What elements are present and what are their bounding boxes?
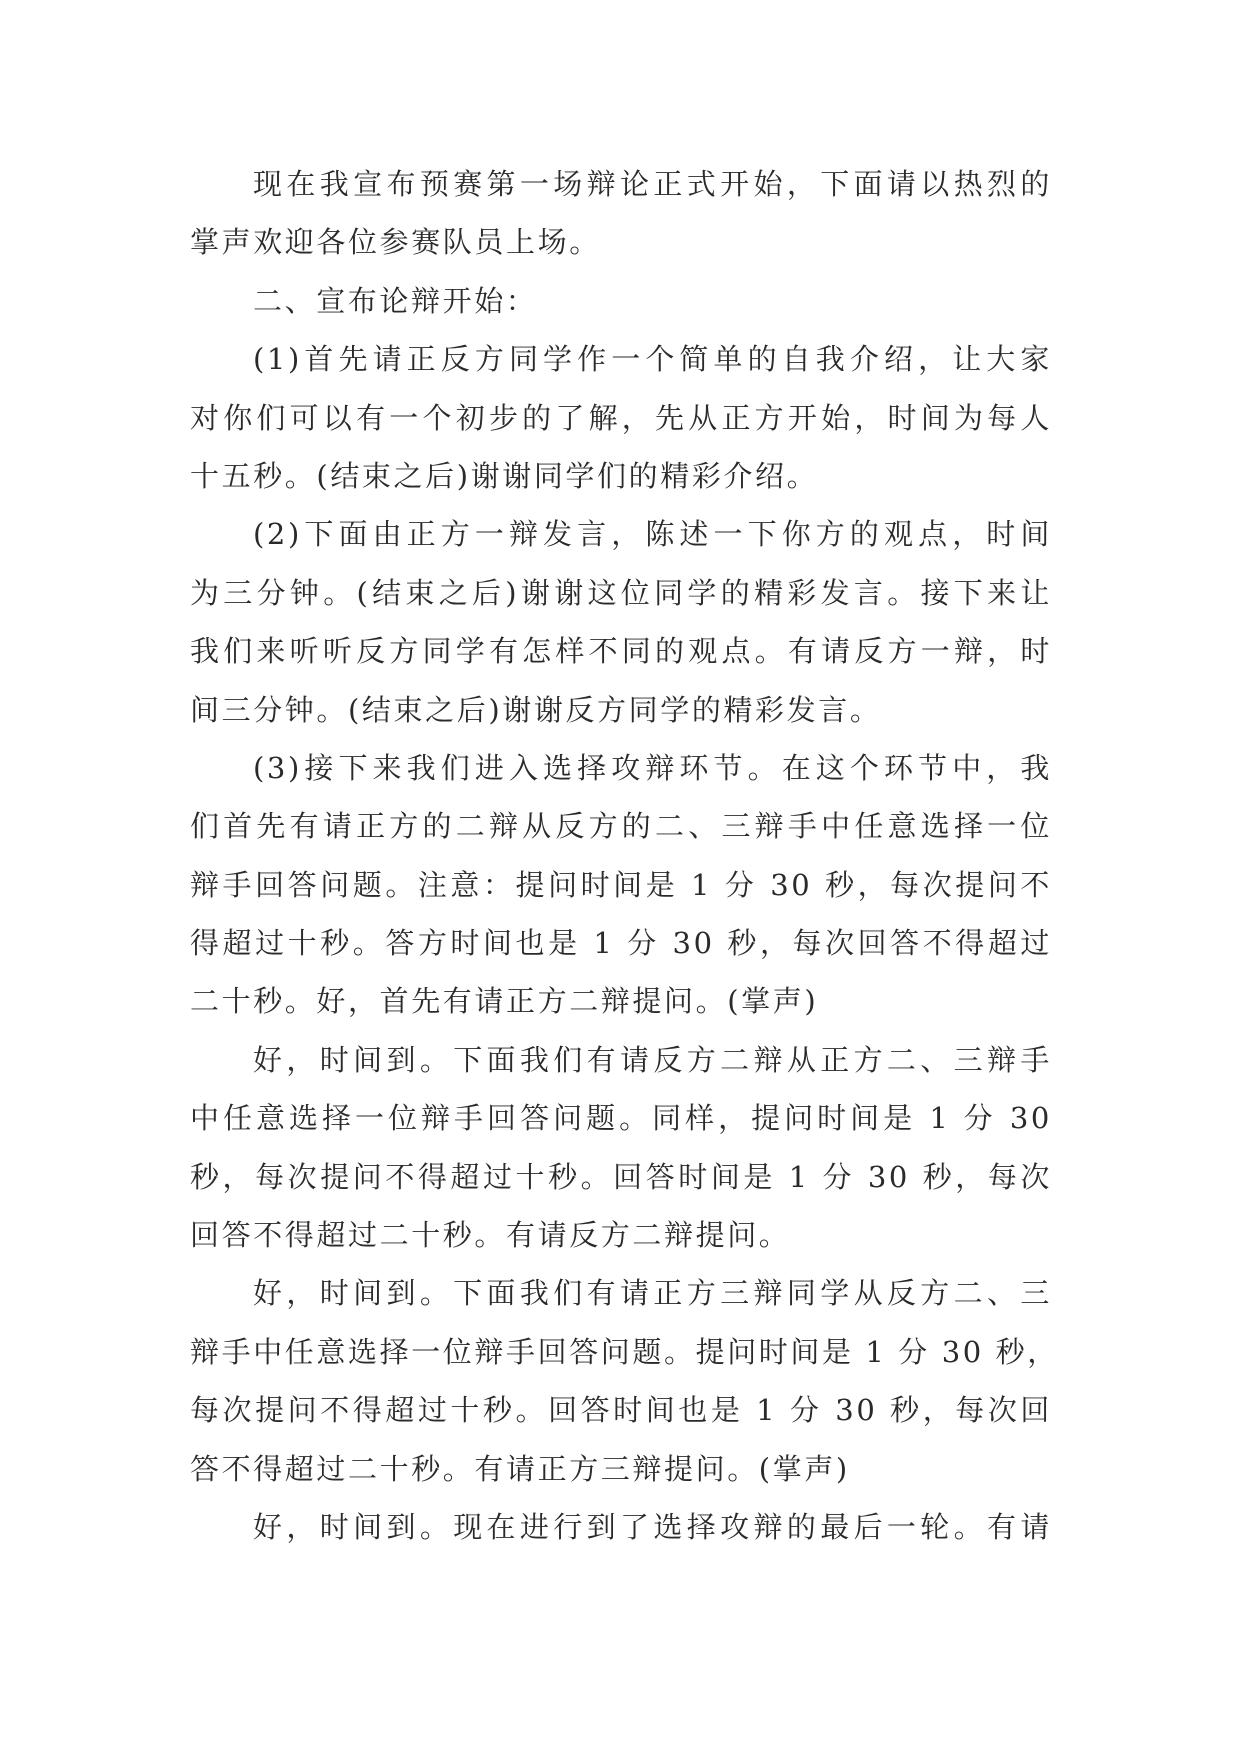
text-line: 我们来听听反方同学有怎样不同的观点。有请反方一辩，时 bbox=[190, 634, 1052, 669]
text-line: 中任意选择一位辩手回答问题。同样，提问时间是 1 分 30 bbox=[190, 1101, 1052, 1136]
text-line: 答不得超过二十秒。有请正方三辩提问。(掌声) bbox=[190, 1451, 850, 1486]
text-line: (1)首先请正反方同学作一个简单的自我介绍，让大家 bbox=[253, 342, 1052, 377]
text-line: 回答不得超过二十秒。有请反方二辩提问。 bbox=[190, 1218, 791, 1253]
text-line: 秒，每次提问不得超过十秒。回答时间是 1 分 30 秒，每次 bbox=[190, 1159, 1052, 1194]
text-line: 好，时间到。下面我们有请反方二辩从正方二、三辩手 bbox=[253, 1042, 1052, 1077]
document-body bbox=[190, 155, 1059, 1556]
text-line: 辩手回答问题。注意：提问时间是 1 分 30 秒，每次提问不 bbox=[190, 867, 1052, 902]
text-line: 掌声欢迎各位参赛队员上场。 bbox=[190, 225, 601, 260]
text-line: 十五秒。(结束之后)谢谢同学们的精彩介绍。 bbox=[190, 458, 819, 493]
text-line: 辩手中任意选择一位辩手回答问题。提问时间是 1 分 30 秒， bbox=[190, 1334, 1059, 1369]
text-line: 好，时间到。下面我们有请正方三辩同学从反方二、三 bbox=[253, 1276, 1052, 1311]
text-line: 们首先有请正方的二辩从反方的二、三辩手中任意选择一位 bbox=[190, 809, 1052, 844]
text-line: 对你们可以有一个初步的了解，先从正方开始，时间为每人 bbox=[190, 400, 1052, 435]
text-line: 现在我宣布预赛第一场辩论正式开始，下面请以热烈的 bbox=[253, 167, 1052, 201]
text-line: 每次提问不得超过十秒。回答时间也是 1 分 30 秒，每次回 bbox=[190, 1393, 1052, 1428]
text-line: 二十秒。好，首先有请正方二辩提问。(掌声) bbox=[190, 984, 819, 1019]
text-line: (2)下面由正方一辩发言，陈述一下你方的观点，时间 bbox=[253, 517, 1052, 552]
text-line: 得超过十秒。答方时间也是 1 分 30 秒，每次回答不得超过 bbox=[190, 926, 1052, 961]
text-line: 好，时间到。现在进行到了选择攻辩的最后一轮。有请 bbox=[253, 1509, 1052, 1544]
text-line: 间三分钟。(结束之后)谢谢反方同学的精彩发言。 bbox=[190, 692, 882, 727]
text-line: 二、宣布论辩开始： bbox=[253, 283, 538, 318]
text-line: (3)接下来我们进入选择攻辩环节。在这个环节中，我 bbox=[253, 750, 1052, 785]
text-line: 为三分钟。(结束之后)谢谢这位同学的精彩发言。接下来让 bbox=[190, 575, 1052, 610]
